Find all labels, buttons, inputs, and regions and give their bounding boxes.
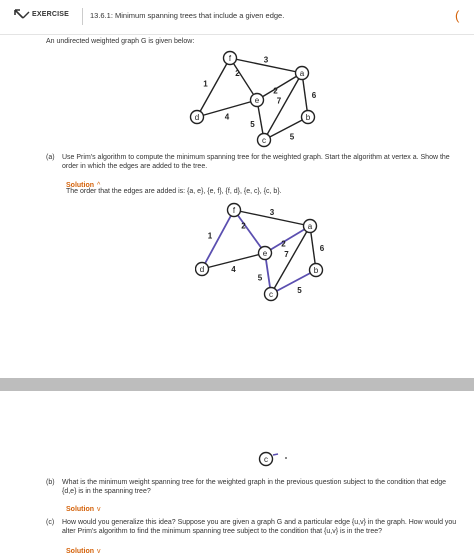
part-c-solution-label: Solution <box>66 548 94 555</box>
chevron-down-icon: v <box>97 548 101 555</box>
vertex-label-b: b <box>305 113 311 122</box>
vertex-label-a: a <box>307 222 313 231</box>
edge-a-e <box>265 226 310 253</box>
vertex-label-e: e <box>262 249 268 258</box>
part-a-solution-label: Solution <box>66 182 94 189</box>
partial-vertex-label: c <box>264 455 268 464</box>
collapse-toggle[interactable]: ( <box>455 8 460 23</box>
edge-weight-a-c: 7 <box>276 96 282 106</box>
part-c-solution-toggle[interactable] <box>66 540 101 558</box>
vertex-label-f: f <box>232 206 236 215</box>
vertex-label-e: e <box>254 96 260 105</box>
edge-weight-c-b: 5 <box>289 132 295 142</box>
edge-weight-a-e: 2 <box>273 86 278 96</box>
part-a-text: Use Prim's algorithm to compute the minimum spanning tree for the weighted graph. Start the algorithm at vertex a. Show the order in which the edges are added to the tree. <box>62 154 450 170</box>
vertex-label-f: f <box>228 54 232 63</box>
part-b-solution-toggle[interactable] <box>66 498 101 516</box>
header-separator <box>82 8 83 25</box>
edge-weight-f-d: 1 <box>207 231 213 241</box>
vertex-label-b: b <box>313 266 319 275</box>
part-a-label: (a) <box>46 154 55 161</box>
edge-weight-a-e: 2 <box>281 239 286 249</box>
vertex-label-a: a <box>299 69 305 78</box>
edge-weight-e-c: 5 <box>250 120 255 129</box>
vertex-label-d: d <box>194 113 200 122</box>
edge-weight-f-a: 3 <box>269 208 275 217</box>
edge-weight-f-a: 3 <box>263 55 269 65</box>
vertex-label-c: c <box>269 290 273 299</box>
edge-weight-a-b: 6 <box>311 91 317 100</box>
edge-weight-a-c: 7 <box>284 250 289 259</box>
mst-graph <box>195 198 345 304</box>
edge-weight-a-b: 6 <box>319 244 325 253</box>
vertex-label-d: d <box>199 265 205 274</box>
edge-weight-f-e: 2 <box>241 221 246 231</box>
partial-graph-fragment <box>252 450 292 470</box>
intro-text: An undirected weighted graph G is given below: <box>46 38 195 45</box>
edge-f-d <box>197 58 230 117</box>
graph-g <box>180 50 330 150</box>
exercise-expand-icon <box>14 9 30 23</box>
exercise-label: EXERCISE <box>32 11 69 18</box>
edge-f-e <box>234 210 265 253</box>
edge-weight-c-b: 5 <box>297 286 302 295</box>
part-c-text: How would you generalize this idea? Suppose you are given a graph G and a particular edge {u,v} in the graph. How would you alter Prim's algorithm to find the minimum spanning tree subject to the condition that {u,v} is in the tree? <box>62 519 457 535</box>
vertex-label-c: c <box>262 136 266 145</box>
edge-f-e <box>230 58 257 100</box>
partial-dot <box>285 457 287 459</box>
part-b-label: (b) <box>46 479 55 486</box>
edge-weight-f-d: 1 <box>203 79 208 89</box>
chevron-down-icon: v <box>97 506 101 513</box>
edge-weight-f-e: 2 <box>235 69 240 78</box>
part-b-solution-label: Solution <box>66 506 94 513</box>
partial-edge <box>273 454 278 455</box>
edge-weight-d-e: 4 <box>224 112 230 122</box>
exercise-title: 13.6.1: Minimum spanning trees that include a given edge. <box>90 11 285 20</box>
part-b-text: What is the minimum weight spanning tree for the weighted graph in the previous question subject to the condition that edge {d,e} is in the spanning tree? <box>62 479 447 495</box>
edge-weight-e-c: 5 <box>257 273 263 283</box>
chevron-up-icon: ^ <box>97 182 101 189</box>
page-divider <box>0 378 474 391</box>
edge-weight-d-e: 4 <box>231 265 236 274</box>
part-a-answer: The order that the edges are added is: {a, e}, {e, f}, {f, d}, {e, c}, {c, b}. <box>66 188 282 195</box>
part-c-label: (c) <box>46 519 55 526</box>
